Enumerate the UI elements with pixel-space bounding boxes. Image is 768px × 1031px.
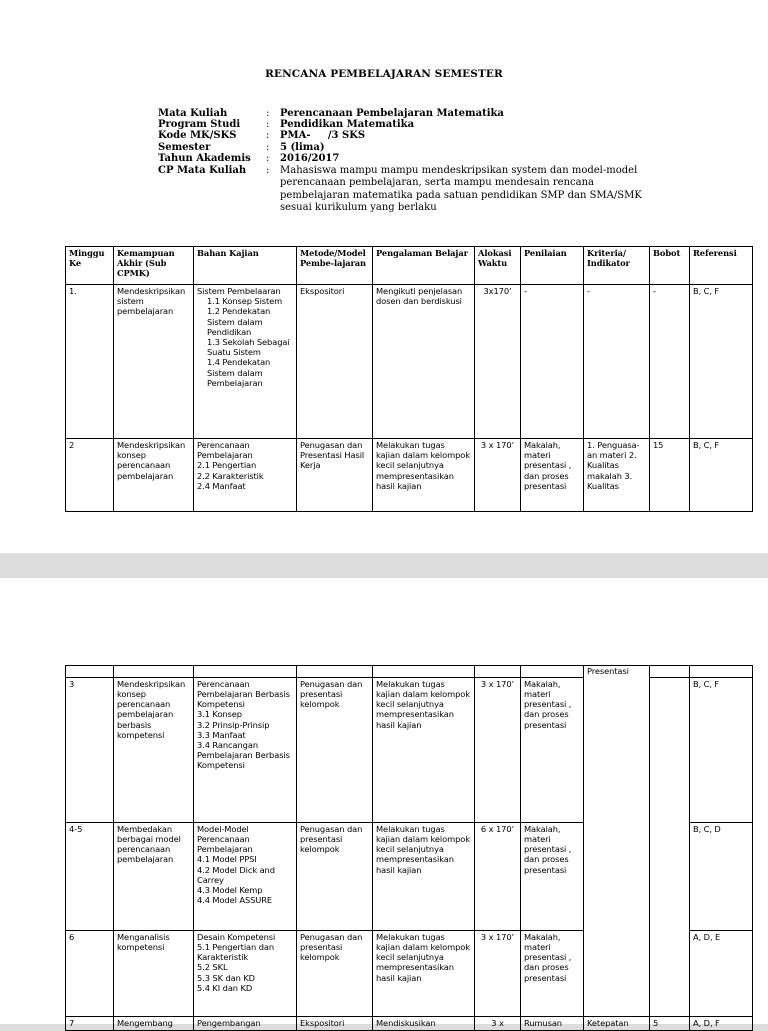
table-row: 3 Mendeskripsikan konsep perencanaan pembelajaran berbasis kompetensi Perencanaan Pembelajaran Berbasis Kompetensi 3.1 Konsep 3.2 Prinsip-Prinsip 3.3 Manfaat 3.4 Rancangan Pembelajaran Berbasis Kompetensi Penugasan dan presentasi kelompok Melakukan tugas kajian dalam kelompok kecil selanjutnya mempresentasikan hasil kajian 3 x 170’ Makalah, materi presentasi , dan proses presentasi B, C, F bbox=[66, 677, 753, 822]
table-row: 1. Mendeskripsikan sistem pembelajaran Sistem Pembelaaran 1.1 Konsep Sistem 1.2 Pendekatan Sistem dalam Pendidikan 1.3 Sekolah Sebagai Suatu Sistem 1.4 Pendekatan Sistem dalam Pembelajaran Ekspositori Mengikuti penjelasan dosen dan berdiskusi 3x170’ - - - B, C, F bbox=[66, 285, 753, 439]
info-row-year: Tahun Akademis : 2016/2017 bbox=[158, 152, 340, 164]
info-value: 5 (lima) bbox=[280, 141, 325, 153]
header-assessment: Penilaian bbox=[521, 247, 584, 285]
header-method: Metode/Model Pembe-lajaran bbox=[297, 247, 373, 285]
table-carry-row: Presentasi bbox=[66, 666, 753, 678]
info-row-code: Kode MK/SKS : PMA- /3 SKS bbox=[158, 130, 366, 142]
rps-table-continued bbox=[65, 665, 753, 1031]
info-label: Program Studi bbox=[158, 119, 241, 131]
header-reference: Referensi bbox=[690, 247, 753, 285]
rps-table bbox=[65, 246, 753, 512]
info-label: Mata Kuliah bbox=[158, 108, 228, 119]
header-ability: Kemampuan Akhir (Sub CPMK) bbox=[114, 247, 194, 285]
header-material: Bahan Kajian bbox=[194, 247, 297, 285]
table-row: 7 Mengembang Pengembangan Ekspositori Mendiskusikan 3 x Rumusan Ketepatan 5 A, D, F bbox=[66, 1016, 753, 1030]
info-value: Pendidikan Matematika bbox=[280, 119, 415, 131]
info-row-semester: Semester : 5 (lima) bbox=[158, 141, 325, 153]
info-row-cp: CP Mata Kuliah : Mahasiswa mampu mampu mendeskripsikan system dan model-model perencanaan pembelajaran, serta mampu mendesain rencana pembelajaran matematika pada satuan pendidikan SMP dan SMA/SMK sesuai kurikulum yang berlaku bbox=[158, 165, 658, 214]
info-label: Kode MK/SKS bbox=[158, 130, 237, 142]
info-row-program: Program Studi : Pendidikan Matematika bbox=[158, 119, 415, 131]
info-row-course: Mata Kuliah : Perencanaan Pembelajaran Matematika bbox=[158, 108, 504, 119]
header-week: Minggu Ke bbox=[66, 247, 114, 285]
table-header-row bbox=[66, 247, 753, 285]
info-value: 2016/2017 bbox=[280, 152, 340, 164]
info-label: CP Mata Kuliah bbox=[158, 165, 247, 177]
header-time: Alokasi Waktu bbox=[475, 247, 521, 285]
header-weight: Bobot bbox=[650, 247, 690, 285]
info-value: Perencanaan Pembelajaran Matematika bbox=[280, 108, 504, 119]
table-row: 2 Mendeskripsikan konsep perencanaan pembelajaran Perencanaan Pembelajaran 2.1 Pengertian 2.2 Karakteristik 2.4 Manfaat Penugasan dan Presentasi Hasil Kerja Melakukan tugas kajian dalam kelompok kecil selanjutnya mempresentasikan hasil kajian 3 x 170’ Makalah, materi presentasi , dan proses presentasi 1. Penguasa-an materi 2. Kualitas makalah 3. Kualitas 15 B, C, F bbox=[66, 439, 753, 512]
header-criteria: Kriteria/ Indikator bbox=[584, 247, 650, 285]
info-value: Mahasiswa mampu mampu mendeskripsikan system dan model-model perencanaan pembelajaran, serta mampu mendesain rencana pembelajaran matematika pada satuan pendidikan SMP dan SMA/SMK sesuai kurikulum yang berlaku bbox=[280, 165, 642, 213]
document-page-2 bbox=[0, 578, 768, 1028]
table-row: 6 Menganalisis kompetensi Desain Kompetensi 5.1 Pengertian dan Karakteristik 5.2 SKL 5.3 SK dan KD 5.4 KI dan KD Penugasan dan presentasi kelompok Melakukan tugas kajian dalam kelompok kecil selanjutnya mempresentasikan hasil kajian 3 x 170’ Makalah, materi presentasi , dan proses presentasi A, D, E bbox=[66, 930, 753, 1016]
document-title: RENCANA PEMBELAJARAN SEMESTER bbox=[265, 68, 503, 80]
course-info bbox=[158, 108, 658, 214]
info-label: Semester bbox=[158, 141, 211, 153]
header-experience: Pengalaman Belajar bbox=[373, 247, 475, 285]
info-value: PMA- /3 SKS bbox=[280, 130, 366, 142]
info-label: Tahun Akademis bbox=[158, 152, 251, 164]
table-row: 4-5 Membedakan berbagai model perencanaan pembelajaran Model-Model Perencanaan Pembelajaran 4.1 Model PPSI 4.2 Model Dick and Carrey 4.3 Model Kemp 4.4 Model ASSURE Penugasan dan presentasi kelompok Melakukan tugas kajian dalam kelompok kecil selanjutnya mempresentasikan hasil kajian 6 x 170’ Makalah, materi presentasi , dan proses presentasi B, C, D bbox=[66, 822, 753, 930]
